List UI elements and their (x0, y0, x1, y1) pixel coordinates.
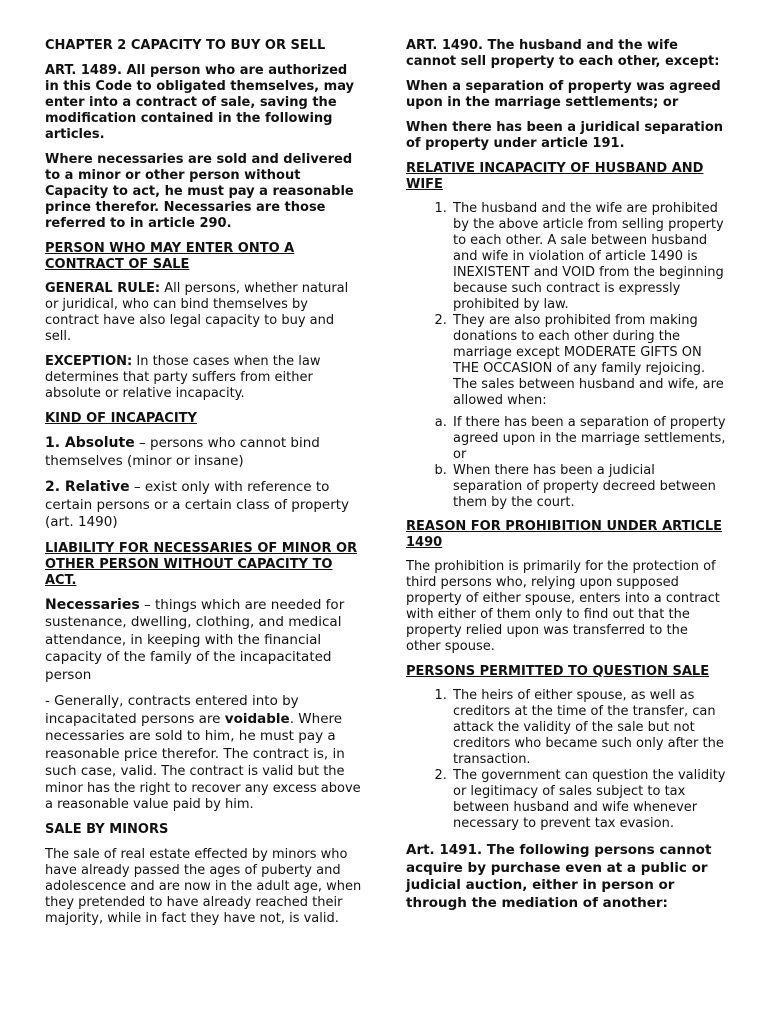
necessaries-paragraph (45, 597, 363, 685)
heading-reason-prohibition: REASON FOR PROHIBITION UNDER ARTICLE 1490 (406, 519, 722, 550)
general-rule-paragraph (45, 281, 363, 345)
sale-by-minors-text: The sale of real estate effected by minors who have already passed the ages of puberty and adolescence and are now in the adult age, when they pretended to have already reached their majority, while in fact they have not, is valid. (45, 846, 362, 926)
absolute-paragraph (45, 435, 363, 470)
relative-label: 2. Relative (45, 479, 130, 495)
art-1489-text: ART. 1489. All person who are authorized in this Code to obligated themselves, may enter into a contract of sale, saving the modification contained in the following articles. (45, 63, 355, 142)
absolute-text: – persons who cannot bind themselves (minor or insane) (45, 435, 320, 469)
list-item: a. If there has been a separation of property agreed upon in the marriage settlements, or (451, 415, 726, 463)
generally-paragraph (45, 693, 363, 813)
heading-persons-permitted: PERSONS PERMITTED TO QUESTION SALE (406, 664, 710, 679)
exception-text: In those cases when the law determines that party suffers from either absolute or relative incapacity. (45, 354, 321, 401)
list-item: 1. The husband and the wife are prohibited by the above article from selling property to each other. A sale between husband and wife in violation of article 1490 is INEXISTENT and VOID from the beginning because such contract is expressly prohibited by law. (451, 201, 726, 313)
list-item: 1. The heirs of either spouse, as well as creditors at the time of the transfer, can attack the validity of the sale but not creditors who became such only after the transaction. (451, 688, 726, 768)
generally-voidable: voidable (224, 710, 290, 727)
generally-text-c: The contract is valid but the minor has the right to recover any excess above a reasonable value paid by him. (45, 764, 361, 812)
absolute-label: 1. Absolute (45, 435, 135, 451)
generally-text-b: . Where necessaries are sold to him, he must pay a reasonable price therefor. The contract is, in such case, valid. (45, 710, 345, 779)
heading-liability-necessaries: LIABILITY FOR NECESSARIES OF MINOR OR OTHER PERSON WITHOUT CAPACITY TO ACT. (45, 540, 358, 588)
allowed-sales-list (406, 415, 726, 511)
necessaries-label: Necessaries (45, 596, 140, 613)
separation-agreed-text: When a separation of property was agreed upon in the marriage settlements; or (406, 79, 721, 110)
heading-person-may-enter: PERSON WHO MAY ENTER ONTO A CONTRACT OF SALE (45, 241, 295, 272)
exception-paragraph (45, 354, 363, 402)
general-rule-label: GENERAL RULE: (45, 281, 161, 296)
art-1491-text: Art. 1491. The following persons cannot acquire by purchase even at a public or judicial auction, either in person or through the mediation of another: (406, 842, 712, 911)
art-1489-necessaries-text: Where necessaries are sold and delivered to a minor or other person without Capacity to act, he must pay a reasonable prince therefor. Necessaries are those referred to in article 290. (45, 152, 354, 231)
chapter-title: CHAPTER 2 CAPACITY TO BUY OR SELL (45, 38, 326, 53)
heading-sale-by-minors: SALE BY MINORS (45, 821, 169, 837)
list-item: b. When there has been a judicial separation of property decreed between them by the court. (451, 463, 726, 511)
relative-paragraph (45, 479, 363, 532)
right-column (406, 38, 726, 921)
heading-kind-of-incapacity: KIND OF INCAPACITY (45, 411, 197, 426)
relative-text: – exist only with reference to certain persons or a certain class of property (art. 1490) (45, 479, 350, 530)
left-column (45, 38, 363, 936)
list-item: 2. They are also prohibited from making donations to each other during the marriage except MODERATE GIFTS ON THE OCCASION of any family rejoicing. The sales between husband and wife, are allowed when: (451, 313, 726, 409)
necessaries-text: – things which are needed for sustenance, dwelling, clothing, and medical attendance, in keeping with the financial capacity of the family of the incapacitated person (45, 596, 345, 683)
exception-label: EXCEPTION: (45, 354, 133, 369)
general-rule-text: All persons, whether natural or juridical, who can bind themselves by contract have also legal capacity to buy and sell. (45, 281, 349, 344)
juridical-separation-text: When there has been a juridical separation of property under article 191. (406, 120, 724, 151)
art-1490-text: ART. 1490. The husband and the wife cannot sell property to each other, except: (406, 38, 720, 69)
persons-permitted-list (406, 688, 726, 832)
generally-text-a: - Generally, contracts entered into by incapacitated persons are (45, 693, 299, 727)
reason-text: The prohibition is primarily for the protection of third persons who, relying upon supposed property of either spouse, enters into a contract with either of them only to find out that the property relied upon was transferred to the other spouse. (406, 559, 720, 654)
list-item: 2. The government can question the validity or legitimacy of sales subject to tax between husband and wife whenever necessary to prevent tax evasion. (451, 768, 726, 832)
heading-relative-incapacity: RELATIVE INCAPACITY OF HUSBAND AND WIFE (406, 161, 704, 192)
relative-incapacity-list (406, 201, 726, 409)
